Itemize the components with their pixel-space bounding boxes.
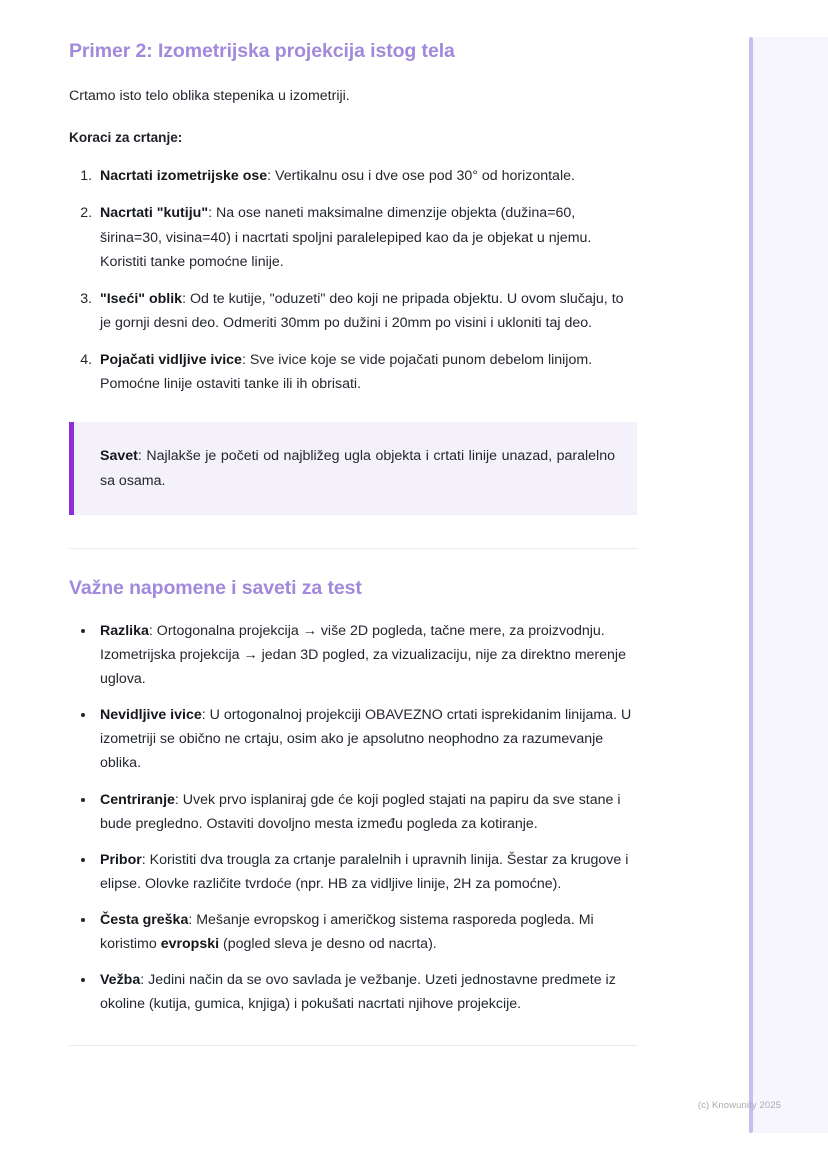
step-list-item — [96, 164, 637, 188]
steps-label: Koraci za crtanje: — [69, 130, 183, 146]
list-item-term: Vežba — [100, 972, 141, 989]
list-item-text: : Uvek prvo isplaniraj gde će koji pogled stajati na papiru da sve stane i bude pregledno. Ostaviti dovoljno mesta između pogleda za kotiranje. — [100, 791, 621, 832]
right-side-panel — [749, 37, 828, 1133]
important-notes-list — [69, 602, 637, 1017]
list-item-text: : Na ose naneti maksimalne dimenzije objekta (dužina=60, širina=30, visina=40) i nacrtati spoljni paralelepiped kao da je objekat u njemu. Koristiti tanke pomoćne linije. — [100, 205, 592, 270]
step-list-item — [96, 348, 637, 396]
list-item-text: : Vertikalnu osu i dve ose pod 30° od horizontale. — [267, 168, 575, 185]
note-list-item — [96, 619, 637, 691]
tip-callout-term: Savet — [100, 448, 138, 465]
intro-paragraph: Crtamo isto telo oblika stepenika u izometriji. — [69, 88, 350, 105]
list-item-text: : Jedini način da se ovo savlada je vežbanje. Uzeti jednostavne predmete iz okoline (kutija, gumica, knjiga) i pokušati nacrtati njihove projekcije. — [100, 972, 616, 1013]
list-item-emphasis: evropski — [160, 936, 220, 953]
section-title-vazne-napomene: Važne napomene i saveti za test — [69, 577, 362, 600]
list-item-term: "Iseći" oblik — [100, 290, 183, 307]
list-item-term: Nacrtati izometrijske ose — [100, 168, 268, 185]
tip-callout-body: : Najlakše je početi od najbližeg ugla objekta i crtati linije unazad, paralelno sa osama. — [100, 448, 615, 489]
section-divider-bottom — [69, 1045, 637, 1046]
list-item-term: Pojačati vidljive ivice — [100, 352, 242, 369]
list-item-term: Česta greška — [100, 912, 189, 929]
list-item-text: : Ortogonalna projekcija → više 2D pogleda, tačne mere, za proizvodnju. Izometrijska projekcija → jedan 3D pogled, za vizualizaciju, nije za direktno merenje uglova. — [100, 622, 626, 687]
list-item-text-tail: (pogled sleva je desno od nacrta). — [219, 936, 437, 953]
list-item-text: : Sve ivice koje se vide pojačati punom debelom linijom. Pomoćne linije ostaviti tanke ili ih obrisati. — [100, 352, 593, 393]
list-item-term: Nevidljive ivice — [100, 707, 202, 724]
list-item-text: : Koristiti dva trougla za crtanje paralelnih i upravnih linija. Šestar za krugove i elipse. Olovke različite tvrdoće (npr. HB za vidljive linije, 2H za pomoćne). — [100, 851, 629, 892]
step-list-item — [96, 287, 637, 335]
list-item-term: Nacrtati "kutiju" — [100, 205, 209, 222]
list-item-term: Pribor — [100, 851, 142, 868]
note-list-item — [96, 703, 637, 775]
list-item-term: Centriranje — [100, 791, 175, 808]
scrollbar-thumb[interactable] — [749, 37, 753, 1133]
list-item-text: : Mešanje evropskog i američkog sistema rasporeda pogleda. Mi koristimo — [100, 912, 594, 953]
step-list-item — [96, 201, 637, 273]
note-list-item — [96, 968, 637, 1016]
list-item-text: : U ortogonalnoj projekciji OBAVEZNO crtati isprekidanim linijama. U izometriji se obično ne crtaju, osim ako je apsolutno neophodno za razumevanje oblika. — [100, 707, 632, 772]
list-item-term: Razlika — [100, 622, 149, 639]
content-column — [69, 0, 637, 1046]
note-list-item — [96, 788, 637, 836]
list-item-text: : Od te kutije, "oduzeti" deo koji ne pripada objektu. U ovom slučaju, to je gornji desni deo. Odmeriti 30mm po dužini i 20mm po visini i ukloniti taj deo. — [100, 290, 624, 332]
tip-callout-text — [100, 444, 615, 493]
tip-callout — [69, 422, 637, 515]
section-2-header-wrap — [69, 549, 637, 601]
drawing-steps-list — [69, 145, 637, 396]
section-title-primer-2: Primer 2: Izometrijska projekcija istog tela — [69, 40, 455, 62]
footer-copyright: (c) Knowunity 2025 — [697, 1100, 781, 1111]
note-list-item — [96, 908, 637, 956]
note-list-item — [96, 848, 637, 896]
